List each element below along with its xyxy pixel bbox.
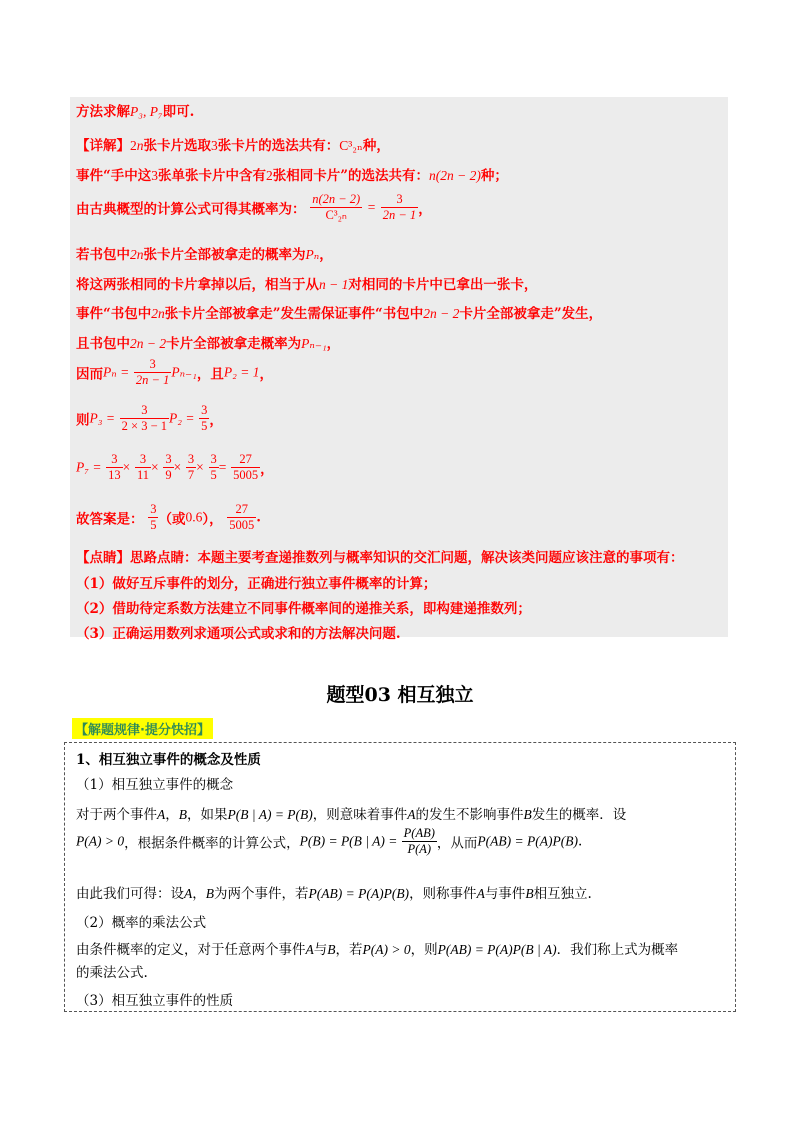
- fraction: [135, 452, 151, 483]
- text: ，如果: [187, 807, 228, 823]
- math: 2n: [130, 247, 144, 262]
- math: B: [523, 807, 532, 822]
- math: A: [476, 886, 485, 901]
- text: 种；: [480, 168, 508, 184]
- tip-item-1: （1）做好互斥事件的划分，正确进行独立事件概率的计算；: [76, 576, 437, 592]
- concept-heading: 1、相互独立事件的概念及性质: [76, 752, 261, 768]
- text: 思路点睛：本题主要考查递推数列与概率知识的交汇问题，解决该类问题应该注意的事项有：: [130, 550, 684, 566]
- denominator: 2 × 3 − 1: [121, 419, 167, 433]
- text: ，若: [335, 942, 363, 958]
- math: A: [184, 886, 193, 901]
- math: P₂ =: [169, 410, 195, 426]
- times-sign: ×: [151, 459, 159, 475]
- text: 故答案是：: [76, 511, 144, 528]
- fraction: [134, 357, 171, 388]
- times-sign: ×: [196, 459, 204, 475]
- math: P(B | A) = P(B): [227, 807, 313, 822]
- math: P₂ = 1: [223, 364, 260, 380]
- text: 相互独立.: [533, 886, 592, 902]
- text: 张卡片全部被拿走的概率为: [143, 247, 306, 263]
- text: ，且: [196, 366, 224, 383]
- numerator: 3: [150, 502, 157, 516]
- math: B: [327, 942, 336, 957]
- text: .: [577, 833, 583, 850]
- math: A: [305, 942, 314, 957]
- solution-line-8: [76, 332, 340, 352]
- text: ，: [209, 412, 223, 429]
- text: ，: [418, 201, 432, 218]
- fraction: [209, 452, 219, 483]
- text: ，则称事件: [409, 886, 477, 902]
- solution-line-7: [76, 302, 602, 322]
- numerator: 3: [120, 403, 169, 419]
- denominator: 5005: [229, 518, 255, 532]
- solution-line-12: [76, 502, 261, 533]
- fraction: [381, 192, 418, 223]
- text: 事件“书包中: [76, 306, 152, 322]
- text: 与: [313, 942, 328, 958]
- fraction: [227, 502, 256, 533]
- denominator: P(A): [407, 842, 432, 856]
- section-title: 题型03 相互独立: [326, 684, 474, 706]
- text: 张卡片选取: [143, 138, 211, 154]
- fraction: [310, 192, 362, 223]
- text: 事件“手中这: [76, 168, 152, 184]
- text: 因而: [76, 366, 103, 383]
- times-sign: ×: [122, 459, 131, 475]
- section-tag: 【解题规律·提分快招】: [72, 718, 213, 739]
- text: 方法求解: [76, 104, 130, 120]
- denominator: 2n − 1: [135, 373, 170, 387]
- math: Pₙ: [305, 247, 320, 262]
- text: 由古典概型的计算公式可得其概率为：: [76, 201, 306, 218]
- fraction: [148, 502, 158, 533]
- math: P(AB) = P(A)P(B | A): [437, 942, 557, 957]
- subheading-3: （3）相互独立事件的性质: [76, 993, 234, 1009]
- math: B: [205, 886, 214, 901]
- denominator: 11: [136, 468, 150, 482]
- denominator: 9: [165, 468, 172, 482]
- tip-item-2: （2）借助待定系数方法建立不同事件概率间的递推关系，即构建递推数列；: [76, 601, 531, 617]
- subheading-1: （1）相互独立事件的概念: [76, 777, 234, 793]
- text: ，从而: [436, 835, 478, 852]
- math: 2: [266, 168, 273, 183]
- concept-para-3: [76, 882, 592, 902]
- math: P(A) > 0: [76, 833, 125, 849]
- tip-item-3: （3）正确运用数列求通项公式或求和的方法解决问题.: [76, 626, 401, 642]
- fraction: [120, 403, 169, 434]
- denominator: 5: [210, 468, 217, 482]
- math: n: [136, 138, 144, 153]
- math: P(B) = P(B | A) =: [299, 833, 398, 849]
- solution-line-3: [76, 164, 508, 184]
- solution-line-10: [76, 403, 223, 434]
- text: 由条件概率的定义，对于任意两个事件: [76, 942, 306, 958]
- text: 张卡片全部被拿走”发生需保证事件“书包中: [164, 306, 424, 322]
- math: P₃ =: [89, 410, 115, 426]
- text: 若书包中: [76, 247, 130, 263]
- math: 3: [211, 138, 218, 153]
- numerator: 27: [231, 452, 260, 468]
- text: 对相同的卡片中已拿出一张卡，: [348, 277, 538, 293]
- math: B: [525, 886, 534, 901]
- math: 0.6: [185, 509, 203, 525]
- fraction: [402, 826, 437, 857]
- tip-tag: 【点睛】: [76, 550, 130, 566]
- numerator: 3: [134, 357, 171, 373]
- numerator: n(2n − 2): [312, 192, 361, 206]
- math: C³₂ₙ: [339, 138, 363, 153]
- math: 2: [130, 138, 137, 153]
- denominator: 2n − 1: [382, 208, 417, 222]
- fraction: [231, 452, 260, 483]
- numerator: P(AB): [403, 826, 435, 840]
- solution-line-13: [76, 546, 684, 566]
- text: 张卡片的选法共有：: [217, 138, 340, 154]
- text: ，则意味着事件: [312, 807, 408, 823]
- solution-line-2: [76, 134, 390, 154]
- text: 卡片全部被拿走概率为: [166, 336, 302, 352]
- fraction: [199, 403, 209, 434]
- solution-line-6: [76, 273, 537, 293]
- math: n(2n − 2): [429, 168, 481, 183]
- text: 为两个事件，若: [214, 886, 309, 902]
- numerator: 3: [135, 452, 151, 468]
- denominator: 13: [108, 468, 121, 482]
- math: B: [178, 807, 187, 822]
- fraction: [106, 452, 123, 483]
- text: 则: [76, 412, 90, 429]
- text: ，: [326, 336, 341, 352]
- text: 即可.: [162, 104, 195, 120]
- math: P(A) > 0: [362, 942, 411, 957]
- solution-line-5: [76, 243, 333, 263]
- solution-line-4: [76, 192, 432, 223]
- text: ，: [192, 886, 206, 902]
- text: 种，: [362, 138, 390, 154]
- math: 2n: [151, 306, 165, 321]
- text: 由此我们可得：设: [76, 886, 184, 902]
- denominator: 7: [187, 468, 195, 482]
- text: ，: [165, 807, 179, 823]
- text: .: [256, 509, 261, 526]
- equals-sign: =: [218, 459, 227, 475]
- concept-para-5: 的乘法公式.: [76, 965, 148, 981]
- denominator: 5005: [233, 468, 259, 482]
- solution-line-9: [76, 357, 273, 388]
- math: Pₙ₋₁: [301, 336, 327, 351]
- text: 张相同卡片”的选法共有：: [272, 168, 430, 184]
- text: ，: [259, 366, 273, 383]
- math: 2n − 2: [423, 306, 460, 321]
- text: ，则: [410, 942, 438, 958]
- subheading-2: （2）概率的乘法公式: [76, 915, 207, 931]
- math: Pₙ₋₁: [171, 364, 197, 380]
- math: P₇ =: [76, 459, 102, 475]
- solution-line-11: [76, 452, 274, 483]
- numerator: 3: [210, 452, 217, 466]
- numerator: 3: [165, 452, 172, 466]
- text: 将这两张相同的卡片拿掉以后，相当于从: [76, 277, 319, 293]
- numerator: 3: [187, 452, 195, 466]
- math: Pₙ =: [103, 364, 130, 380]
- text: （或: [158, 511, 186, 528]
- text: ，: [319, 247, 333, 263]
- numerator: 3: [106, 452, 123, 468]
- math: 2n − 2: [130, 336, 167, 351]
- fraction: [163, 452, 173, 483]
- math: P(AB) = P(A)P(B): [477, 833, 578, 849]
- concept-para-1: [76, 803, 626, 823]
- denominator: 5: [150, 518, 157, 532]
- numerator: 27: [227, 502, 256, 518]
- concept-para-2: [76, 826, 582, 857]
- text: ，: [260, 461, 274, 478]
- numerator: 3: [201, 403, 208, 417]
- numerator: 3: [381, 192, 418, 208]
- denominator: C³₂ₙ: [325, 208, 347, 222]
- text: ．我们称上式为概率: [556, 942, 679, 958]
- denominator: 5: [201, 419, 208, 433]
- text: 发生的概率．设: [531, 807, 627, 823]
- concept-para-4: [76, 938, 678, 958]
- text: ，根据条件概率的计算公式，: [124, 835, 300, 852]
- text: 与事件: [484, 886, 526, 902]
- text: 且书包中: [76, 336, 130, 352]
- text: 的发生不影响事件: [415, 807, 524, 823]
- detail-tag: 【详解】: [76, 138, 130, 154]
- solution-line-1: [76, 100, 194, 120]
- text: 张单张卡片中含有: [158, 168, 267, 184]
- math: A: [407, 807, 416, 822]
- math: 3: [151, 168, 159, 183]
- times-sign: ×: [173, 459, 182, 475]
- fraction: [186, 452, 196, 483]
- text: 对于两个事件: [76, 807, 157, 823]
- math: n − 1: [319, 277, 349, 292]
- text: ），: [202, 511, 223, 528]
- math: =: [366, 199, 377, 215]
- text: 卡片全部被拿走”发生，: [459, 306, 603, 322]
- math: P₃, P₇: [130, 104, 163, 119]
- math: A: [157, 807, 166, 822]
- math: P(AB) = P(A)P(B): [308, 886, 410, 901]
